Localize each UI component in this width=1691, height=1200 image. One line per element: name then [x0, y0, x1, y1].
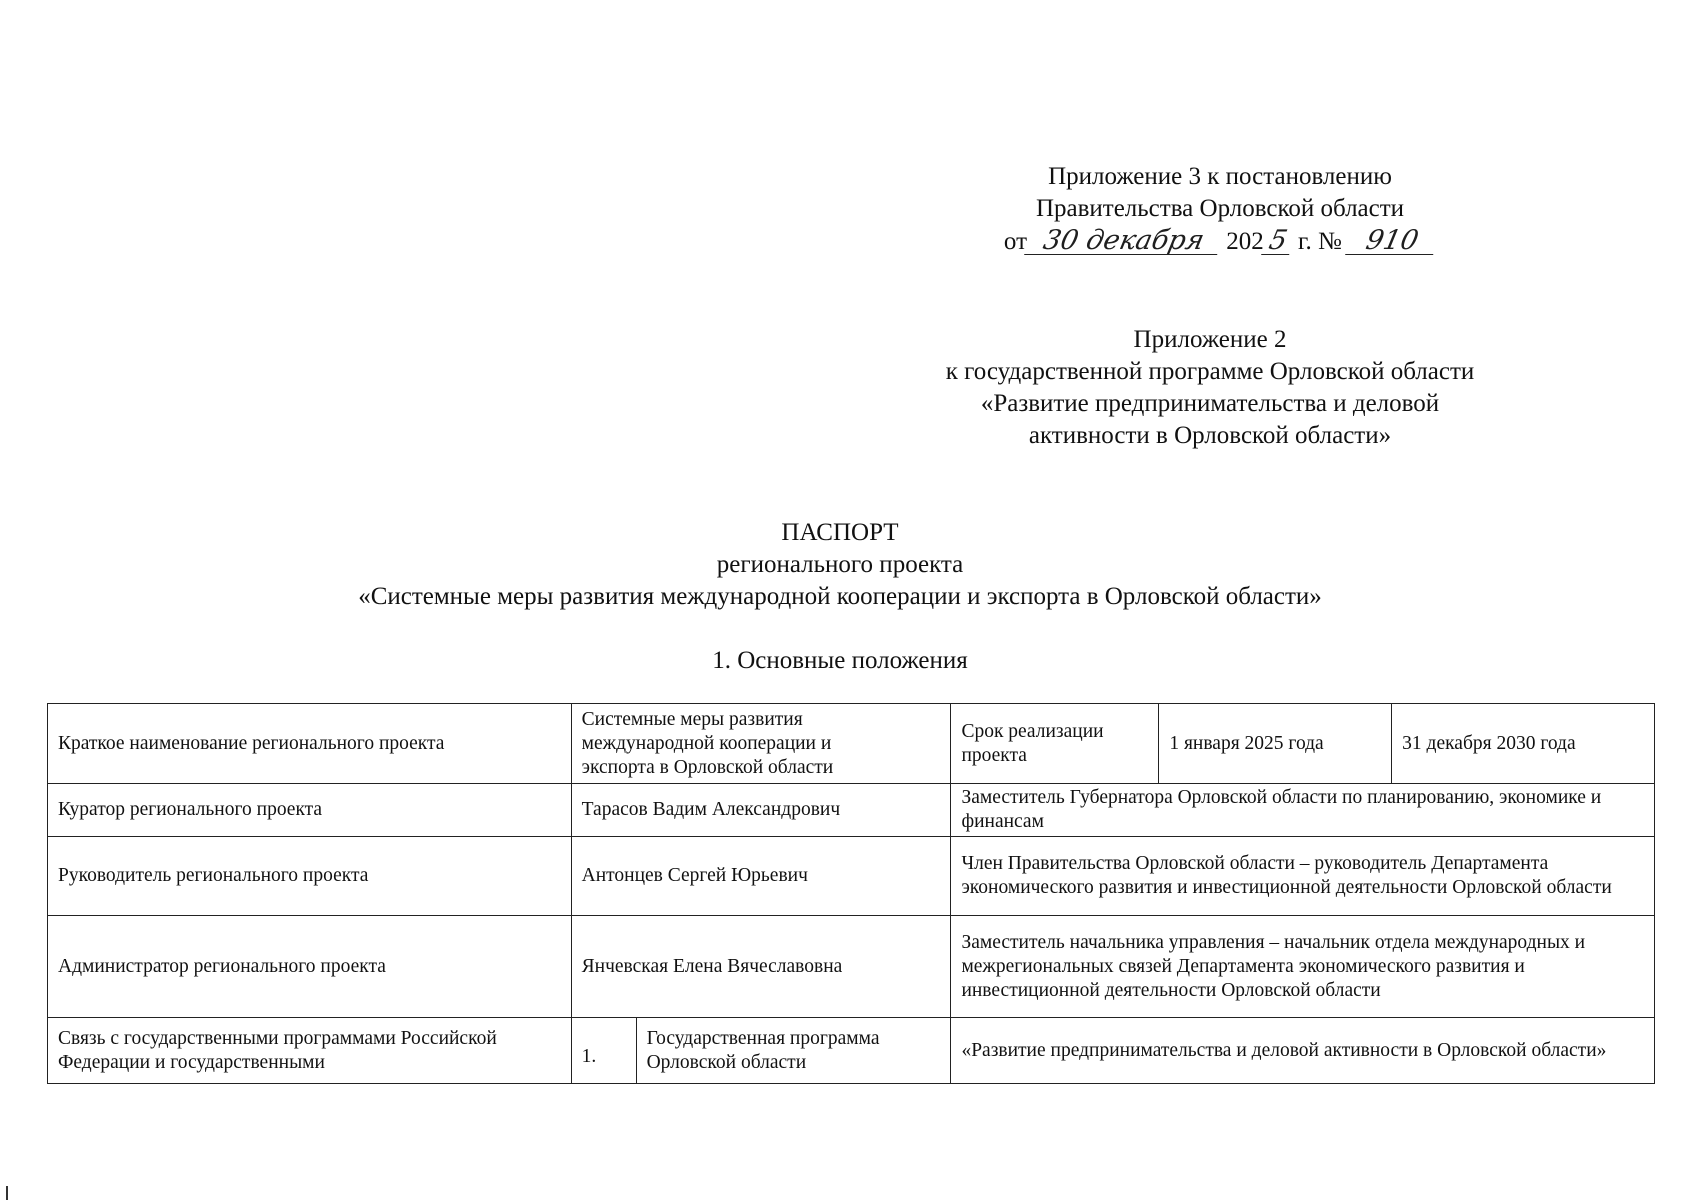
curator-name: Тарасов Вадим Александрович	[571, 784, 951, 837]
short-name-label: Краткое наименование регионального проекта	[48, 704, 572, 784]
passport-table	[47, 703, 1655, 1084]
table-row	[48, 704, 1655, 784]
handwritten-number: 910	[1345, 228, 1439, 255]
appendix3-line1: Приложение 3 к постановлению	[1048, 163, 1392, 190]
appendix2-line2: к государственной программе Орловской области	[945, 358, 1475, 385]
project-name: «Системные меры развития международной кооперации и экспорта в Орловской области»	[358, 583, 1322, 610]
section-heading: 1. Основные положения	[712, 647, 968, 674]
table-row	[48, 837, 1655, 916]
year-suffix: г. №	[1298, 228, 1342, 255]
from-label: от	[1003, 228, 1028, 255]
handwritten-date: 30 декабря	[1024, 228, 1223, 255]
appendix2-line3: «Развитие предпринимательства и деловой	[980, 390, 1440, 417]
term-label: Срок реализации проекта	[951, 704, 1159, 784]
handwritten-year-digit: 5	[1261, 228, 1295, 255]
table-row	[48, 916, 1655, 1018]
year-prefix: 202	[1226, 228, 1264, 255]
head-name: Антонцев Сергей Юрьевич	[571, 837, 951, 916]
head-label: Руководитель регионального проекта	[48, 837, 572, 916]
passport-title: ПАСПОРТ	[781, 519, 899, 546]
program-number: 1.	[571, 1018, 636, 1084]
decree-date-line	[1000, 225, 1440, 256]
term-end: 31 декабря 2030 года	[1392, 704, 1655, 784]
program-name: «Развитие предпринимательства и деловой активности в Орловской области»	[951, 1018, 1655, 1084]
curator-position: Заместитель Губернатора Орловской области по планированию, экономике и финансам	[951, 784, 1655, 837]
appendix3-line2: Правительства Орловской области	[1035, 195, 1405, 222]
administrator-name: Янчевская Елена Вячеславовна	[571, 916, 951, 1018]
administrator-label: Администратор регионального проекта	[48, 916, 572, 1018]
appendix2-line4: активности в Орловской области»	[1028, 422, 1392, 449]
program-type: Государственная программа Орловской области	[636, 1018, 951, 1084]
short-name-value: Системные меры развития международной кооперации и экспорта в Орловской области	[571, 704, 951, 784]
passport-subtitle: регионального проекта	[716, 551, 964, 578]
table-row	[48, 1018, 1655, 1084]
table-row	[48, 784, 1655, 837]
programs-link-label: Связь с государственными программами Российской Федерации и государственными	[48, 1018, 572, 1084]
term-start: 1 января 2025 года	[1159, 704, 1392, 784]
curator-label: Куратор регионального проекта	[48, 784, 572, 837]
head-position: Член Правительства Орловской области – руководитель Департамента экономического развития и инвестиционной деятельности Орловской области	[951, 837, 1655, 916]
scan-edge-mark	[6, 1186, 8, 1200]
appendix2-line1: Приложение 2	[1133, 326, 1287, 353]
administrator-position: Заместитель начальника управления – начальник отдела международных и межрегиональных связей Департамента экономического развития и инвестиционной деятельности Орловской области	[951, 916, 1655, 1018]
